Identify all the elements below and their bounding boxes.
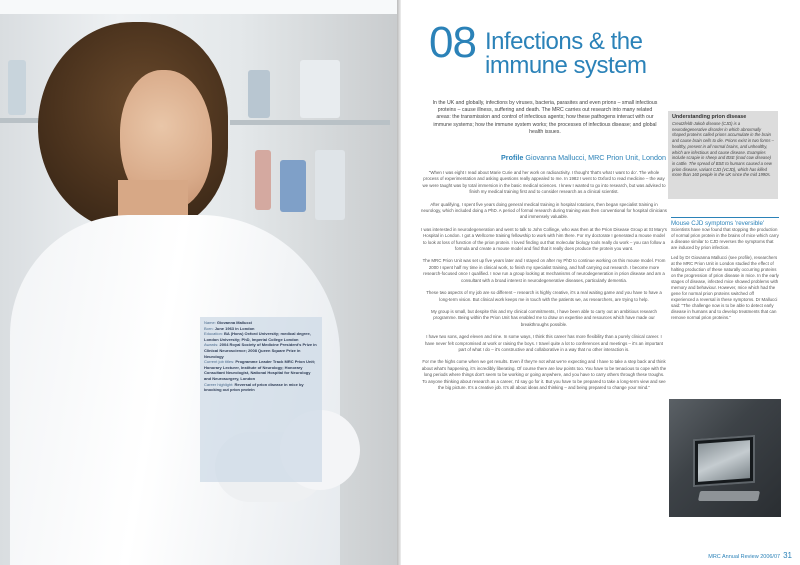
- caption-row: [204, 331, 318, 342]
- chapter-title: Infections & the immune system: [485, 28, 647, 79]
- lab-shelf: [230, 120, 390, 125]
- caption-value: June 1963 in London: [214, 325, 255, 331]
- caption-key: Career highlight:: [204, 381, 234, 387]
- body-paragraph: After qualifying, I spent five years doing general medical training in hospital rotations, then began specialist training in neurology, which included doing a PhD. A period of formal research during training was then conventional for hospital clinicians and immensely valuable.: [421, 201, 667, 220]
- chapter-number: 08: [429, 18, 476, 67]
- intro-paragraph: In the UK and globally, infections by viruses, bacteria, parasites and even prions – small infectious proteins – cause illness, suffering and death. The MRC carries out research into many related areas: the transmission and control of infectious agents; how these pathogens interact with our immune systems; how the immune system works; the processes of infectious disease; and global health issues.: [432, 100, 658, 135]
- sidebar-mouse-cjd: [671, 217, 779, 325]
- body-paragraph: I have two sons, aged eleven and nine. In some ways, I think this career has more flexibility than a purely clinical career. I have never felt compromised at work or raising the boys. I travel quite a lot to conferences and meetings – it's an important part of what I do – it's constructive and collaborative in a way that no other interaction is.: [424, 334, 664, 352]
- body-paragraph: "When I was eight I read about Marie Curie and her work on radioactivity. I thought 'that's what I want to do'. The whole process of experimentation and asking questions really appealed to me. In 1982 I went to Oxford to read medicine – the way we were taught was by total immersion in the basic medical sciences. I knew I wanted to go into research, but was advised to finish my medical training first and to consider research as a clinical scientist.: [422, 170, 666, 195]
- caption-key: Education:: [204, 331, 223, 337]
- caption-value: 2004 Royal Society of Medicine President's Prize in Clinical Neuroscience; 2008 Queen Square Prize in Neurology: [204, 342, 317, 359]
- body-paragraph: The MRC Prion Unit was set up five years later and I stayed on after my PhD to continue working on this mouse model. From 2000 I spent half my time in clinical work, to finish my specialist training, and half carrying out research. I become more research-focused once I qualified. I now run a group looking at mechanisms of neurodegeneration in prion disease and am a consultant with a broad interest in neurodegenerative diseases, particularly dementia.: [422, 258, 666, 283]
- sidebar-heading: Understanding prion disease: [672, 114, 747, 120]
- keyboard: [698, 491, 760, 501]
- caption-row: [204, 342, 318, 359]
- page-footer: [708, 551, 792, 560]
- caption-key: Awards:: [204, 342, 219, 348]
- caption-key: Current job titles:: [204, 359, 235, 365]
- lab-bottle: [280, 160, 306, 212]
- body-paragraph: These two aspects of my job are so different – research is highly creative, it's a real waiting game and you have to have a long-term vision. But clinical work keeps me in touch with the patients we, as researchers, are trying to help.: [426, 290, 662, 302]
- article-page: [401, 0, 800, 565]
- monitor-screen: [698, 440, 750, 482]
- sidebar-heading: Mouse CJD symptoms 'reversible': [671, 217, 779, 227]
- sidebar-text: Creutzfeldt-Jakob disease (CJD) is a neurodegenerative disorder in which abnormally shaped proteins called prions accumulate in the brain and cause brain cells to die. Prions exist in two forms – healthy, present in all normal brains, and unhealthy, which are infectious and cause disease. Examples include scrapie in sheep and BSE (mad cow disease) in cattle. The spread of BSE to humans caused a new prion disease, variant CJD (vCJD), which has killed more than 160 people in the UK since the mid 1990s.: [672, 121, 774, 178]
- profile-name: Giovanna Mallucci, MRC Prion Unit, London: [525, 153, 666, 162]
- footer-text: MRC Annual Review 2006/07: [708, 554, 781, 560]
- portrait-photo: [0, 0, 397, 565]
- sidebar-paragraph: Led by Dr Giovanna Mallucci (see profile), researchers at the MRC Prion Unit in London studied the effect of halting production of these naturally occurring proteins on the progression of prion disease in mice. In the early stages of disease, infected mice showed problems with memory and behaviour. However, mice which had the gene for normal prion proteins switched off experienced a reversal in these symptoms. Dr Mallucci said: "The challenge now is to be able to detect early disease in humans and to develop treatments that can remove normal prion proteins.": [671, 255, 779, 320]
- profile-caption: [200, 317, 322, 482]
- lab-bottle: [300, 60, 340, 118]
- lab-bottle: [248, 70, 270, 118]
- body-paragraph: For me the highs come when we get results. Even if they're not what we're expecting and I have to take a step back and think about what's happening, it's incredibly liberating. Of course there are low points too. You have to be tenacious to cope with the long periods where things don't seem to be working or going anywhere, and you have to carry others through these troughs. To anyone thinking about research as a career, I'd say go for it. But you have to be prepared to take a long-term view and see the big picture. It's a creative job. It's all about ideas and thinking – and being prepared to change your mind.": [421, 359, 667, 390]
- lab-bottle: [8, 60, 26, 115]
- article-body: [421, 170, 667, 397]
- ceiling-light: [0, 0, 397, 14]
- lab-bottle: [315, 150, 345, 220]
- caption-value: Reversal of prion disease in mice by knocking out prion protein: [204, 381, 304, 393]
- caption-row: [204, 359, 318, 381]
- profile-label: Profile: [501, 153, 524, 162]
- sidebar-paragraph: Scientists have now found that stopping the production of normal prion protein in the brains of mice which carry a disease similar to CJD reverses the symptoms that are induced by prion infection.: [671, 227, 779, 250]
- page-number: 31: [783, 551, 792, 560]
- sidebar-prion-disease: [668, 111, 778, 199]
- profile-heading: [446, 153, 666, 162]
- caption-value: Programme Leader Track MRC Prion Unit; Honorary Lecturer, Institute of Neurology; Honorary Consultant Neurologist, National Hospital for Neurology and Neurosurgery, London: [204, 359, 316, 381]
- caption-row: [204, 382, 318, 393]
- body-paragraph: I was interested in neurodegeneration and went to talk to John Collinge, who was then at the Prion Disease Group at St Mary's Hospital in London. I got a Wellcome training fellowship to work with him there. For my doctorate I generated a mouse model to look at loss of function of the prion protein. I loved finding out that molecular biology tools really do work – you can follow a formula and create a mouse model and find that it really does produce the protein you want.: [421, 226, 667, 252]
- caption-value: BA (Hons) Oxford University; medical degree, London University; PhD, Imperial College London: [204, 331, 311, 342]
- caption-key: Name:: [204, 320, 216, 325]
- caption-value: Giovanna Mallucci: [216, 320, 253, 325]
- caption-key: Born:: [204, 325, 214, 331]
- lab-monitor-photo: [669, 399, 781, 517]
- lab-bottle: [255, 150, 271, 210]
- monitor: [693, 435, 755, 487]
- body-paragraph: My group is small, but despite this and my clinical commitments, I have been able to carry out an ambitious research programme. Being within the Prion Unit has enabled me to draw on expertise and resources which have made our breakthroughs possible.: [431, 308, 657, 327]
